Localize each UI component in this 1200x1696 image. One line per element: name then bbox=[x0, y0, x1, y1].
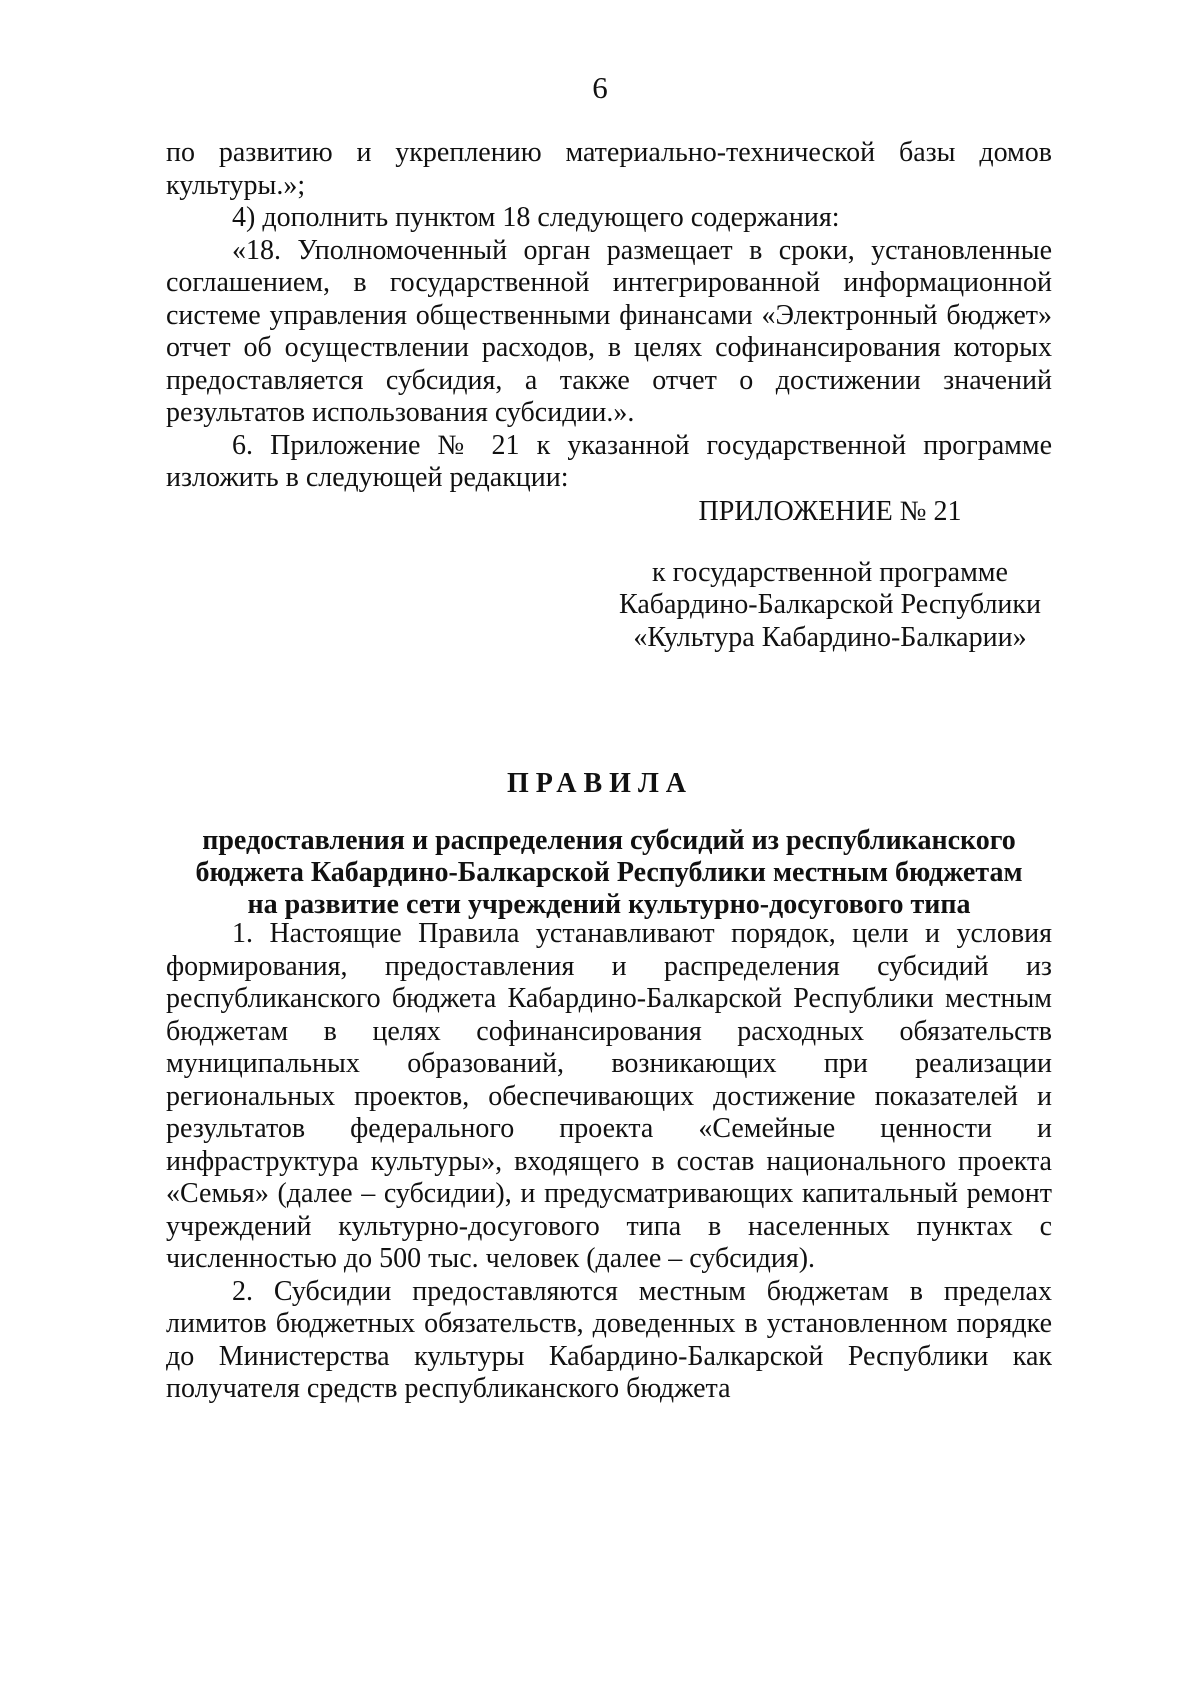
intro-text bbox=[166, 137, 1052, 495]
rules-subtitle-line: предоставления и распределения субсидий из республиканского bbox=[202, 825, 1016, 856]
rules-body bbox=[166, 918, 1052, 1406]
appendix-title: ПРИЛОЖЕНИЕ № 21 bbox=[698, 496, 962, 527]
paragraph-item-6: 6. Приложение № 21 к указанной государственной программе изложить в следующей редакции: bbox=[166, 429, 1052, 493]
rules-subtitle bbox=[166, 825, 1052, 921]
paragraph-item-4: 4) дополнить пунктом 18 следующего содержания: bbox=[232, 202, 840, 233]
paragraph-continuation: по развитию и укреплению материально-технической базы домов культуры.»; bbox=[166, 137, 1052, 201]
appendix-line: к государственной программе bbox=[652, 556, 1008, 588]
appendix-line: «Культура Кабардино-Балкарии» bbox=[633, 621, 1027, 653]
page-number: 6 bbox=[592, 70, 608, 105]
rules-title: ПРАВИЛА bbox=[506, 768, 694, 799]
rules-paragraph-2: 2. Субсидии предоставляются местным бюджетам в пределах лимитов бюджетных обязательств, доведенных в установленном порядке до Министерства культуры Кабардино-Балкарской Республики как получателя средств республиканского бюджета bbox=[166, 1275, 1052, 1404]
appendix-line: Кабардино-Балкарской Республики bbox=[619, 589, 1041, 620]
rules-subtitle-line: на развитие сети учреждений культурно-досугового типа bbox=[247, 889, 971, 920]
rules-subtitle-line: бюджета Кабардино-Балкарской Республики местным бюджетам bbox=[195, 857, 1023, 888]
rules-paragraph-1: 1. Настоящие Правила устанавливают порядок, цели и условия формирования, предоставления и распределения субсидий из республиканского бюджета Кабардино-Балкарской Республики местным бюджетам в целях софинансирования расходных обязательств муниципальных образований, возникающих при реализации региональных проектов, обеспечивающих достижение показателей и результатов федерального проекта «Семейные ценности и инфраструктура культуры», входящего в состав национального проекта «Семья» (далее – субсидии), и предусматривающих капитальный ремонт учреждений культурно-досугового типа в населенных пунктах с численностью до 500 тыс. человек (далее – субсидия). bbox=[166, 918, 1052, 1274]
appendix-header bbox=[600, 496, 1060, 654]
paragraph-clause-18: «18. Уполномоченный орган размещает в сроки, установленные соглашением, в государственной интегрированной информационной системе управления общественными финансами «Электронный бюджет» отчет об осуществлении расходов, в целях софинансирования которых предоставляется субсидия, а также отчет о достижении значений результатов использования субсидии.». bbox=[166, 234, 1052, 428]
